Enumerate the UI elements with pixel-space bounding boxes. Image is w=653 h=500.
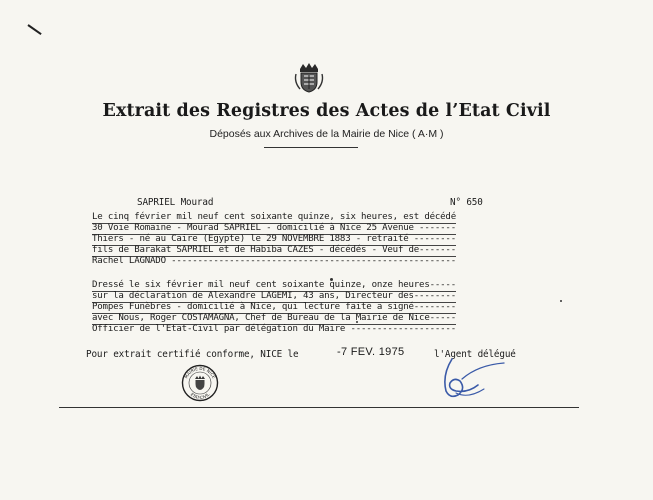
record-name: SAPRIEL Mourad [137,197,214,208]
act-line: fils de Barakat SAPRIEL et de Habiba CAZES - décédés - Veuf de------- [92,245,456,255]
seal-top-text: MAIRIE DE NICE [183,365,217,380]
drawn-line: avec Nous, Roger COSTAMAGNA, Chef de Bureau de la Mairie de Nice----- [92,313,456,323]
official-seal-stamp [180,364,220,402]
drawn-line: Pompes Funèbres - domicilié à Nice, qui lecture faite a signé-------- [92,302,456,312]
act-line: Thiers - né au Caire (Egypte) le 29 NOVEMBRE 1883 - retraité -------- [92,234,456,244]
document-title: Extrait des Registres des Actes de l’Etat Civil [102,101,551,121]
act-line: Le cinq février mil neuf cent soixante quinze, six heures, est décédé [92,212,456,222]
certification-label: Pour extrait certifié conforme, NICE le [86,349,299,360]
drawn-line: Dressé le six février mil neuf cent soixante quinze, onze heures----- [92,280,456,290]
act-line: 30 Voie Romaine - Mourad SAPRIEL - domicilié à Nice 25 Avenue ------- [92,223,456,233]
drawn-line: sur la déclaration de Alexandre LAGEMI, 43 ans, Directeur des-------- [92,291,456,301]
ink-speck [560,300,562,302]
certification-date-stamp: -7 FEV. 1975 [337,346,405,358]
document-subtitle: Déposés aux Archives de la Mairie de Nice ( A·M ) [209,128,444,140]
seal-bottom-text: ETAT-CIVIL [189,391,211,401]
bottom-divider [59,407,579,408]
drawn-line: Officier de l'Etat-Civil par délégation du Maire -------------------- [92,324,456,334]
handwritten-signature [438,355,508,403]
title-divider [264,147,358,148]
city-crest-emblem [293,60,325,94]
agent-label: l'Agent délégué [434,349,516,360]
stray-pen-mark [27,24,41,35]
act-line: Rachel LAGNADO ------------------------------------------------------ [92,256,456,266]
record-number: N° 650 [450,197,483,208]
